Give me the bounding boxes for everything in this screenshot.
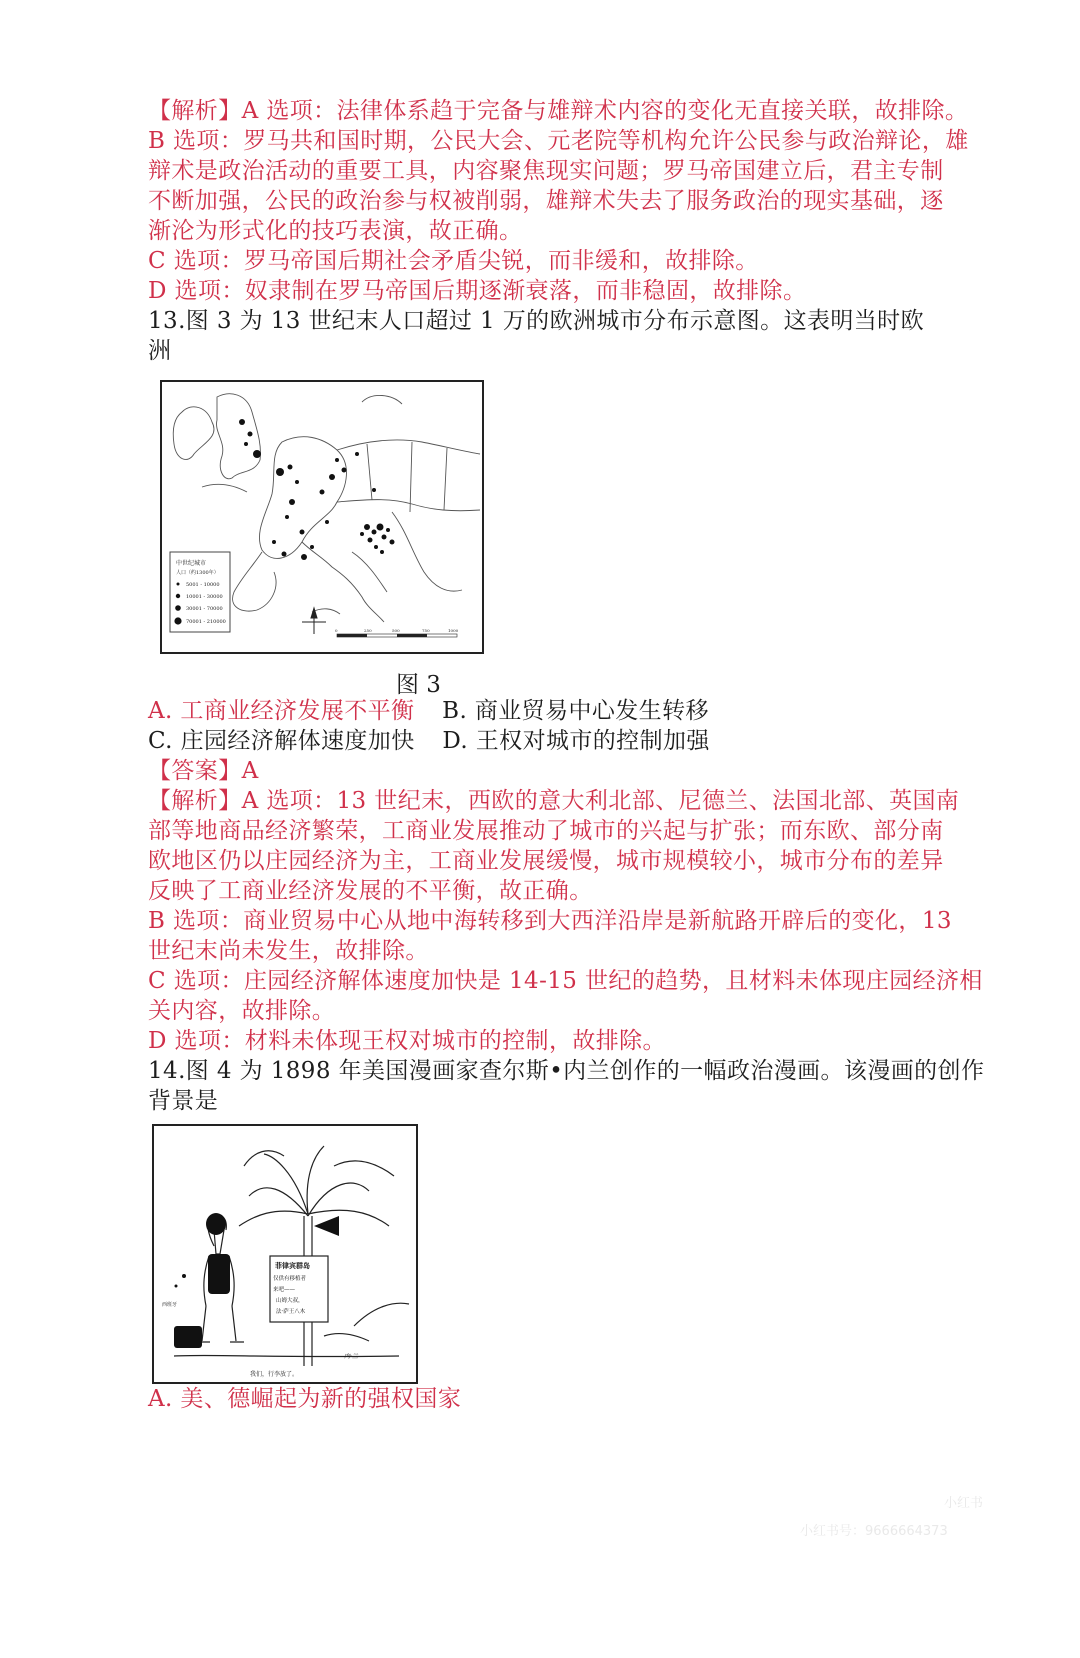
map-drawing: [162, 382, 482, 652]
q13-analysis-line-9: D 选项：材料未体现王权对城市的控制，故排除。: [148, 1028, 666, 1054]
map-legend-row: 10001 - 30000: [186, 594, 223, 600]
q13-option-c: C. 庄园经济解体速度加快: [148, 728, 415, 754]
cartoon-sign-line: 菲律宾群岛: [275, 1261, 310, 1270]
q12-analysis-line-3: 辩术是政治活动的重要工具，内容聚焦现实问题；罗马帝国建立后，君主专制: [148, 158, 944, 184]
q13-analysis-line-4: 反映了工商业经济发展的不平衡，故正确。: [148, 878, 593, 904]
q13-analysis-line-1: 【解析】A 选项：13 世纪末，西欧的意大利北部、尼德兰、法国北部、英国南: [148, 788, 960, 814]
europe-cities-map: [160, 380, 484, 654]
scale-label: 250: [364, 628, 372, 633]
q14-option-a: A. 美、德崛起为新的强权国家: [148, 1386, 462, 1412]
q12-analysis-line-1: 【解析】A 选项：法律体系趋于完备与雄辩术内容的变化无直接关联，故排除。: [148, 98, 969, 124]
q13-analysis-line-3: 欧地区仍以庄园经济为主，工商业发展缓慢，城市规模较小，城市分布的差异: [148, 848, 944, 874]
q13-option-b: B. 商业贸易中心发生转移: [442, 698, 709, 724]
q13-options-row-1: [148, 696, 709, 726]
watermark-logo: 小红书: [944, 1496, 984, 1511]
cartoon-caption: 我们，行李放了。: [250, 1371, 299, 1378]
q13-analysis-line-7: C 选项：庄园经济解体速度加快是 14-15 世纪的趋势，且材料未体现庄园经济相: [148, 968, 983, 994]
q13-answer: 【答案】A: [148, 758, 259, 784]
q14-stem-line-2: 背景是: [148, 1088, 219, 1114]
q13-stem-line-2: 洲: [148, 338, 172, 364]
legend-dot-2: [176, 594, 180, 598]
scale-label: 0: [335, 628, 338, 633]
cartoon-signature: 内·兰: [344, 1353, 358, 1360]
political-cartoon: [152, 1124, 418, 1384]
q12-analysis-line-7: D 选项：奴隶制在罗马帝国后期逐渐衰落，而非稳固，故排除。: [148, 278, 807, 304]
legend-dot-3: [175, 605, 181, 611]
map-legend-row: 70001 - 210000: [186, 619, 226, 625]
q13-stem-line-1: 13.图 3 为 13 世纪末人口超过 1 万的欧洲城市分布示意图。这表明当时欧: [148, 308, 924, 334]
q12-analysis-line-2: B 选项：罗马共和国时期，公民大会、元老院等机构允许公民参与政治辩论，雄: [148, 128, 969, 154]
cartoon-sign-line: 来吧——: [273, 1287, 296, 1293]
watermark-id: 小红书号：9666664373: [800, 1524, 948, 1539]
cartoon-sign-line: 法·萨王八木: [276, 1309, 306, 1315]
scale-label: 1000: [448, 628, 459, 633]
compass-rose-icon: [302, 608, 326, 634]
map-legend-row: 30001 - 70000: [186, 606, 223, 612]
cartoon-drawing: [154, 1126, 416, 1382]
scale-label: 750: [422, 628, 430, 633]
map-legend-row: 5001 - 10000: [186, 582, 220, 588]
q13-analysis-line-6: 世纪末尚未发生，故排除。: [148, 938, 429, 964]
q12-analysis-line-4: 不断加强，公民的政治参与权被削弱，雄辩术失去了服务政治的现实基础，逐: [148, 188, 944, 214]
q13-option-d: D. 王权对城市的控制加强: [442, 728, 710, 754]
q13-analysis-line-2: 部等地商品经济繁荣，工商业发展推动了城市的兴起与扩张；而东欧、部分南: [148, 818, 944, 844]
scale-label: 500: [392, 628, 400, 633]
q14-stem-line-1: 14.图 4 为 1898 年美国漫画家查尔斯•内兰创作的一幅政治漫画。该漫画的创作: [148, 1058, 985, 1084]
cartoon-sign-line: 仅供有移植者: [273, 1276, 307, 1282]
q13-analysis-line-8: 关内容，故排除。: [148, 998, 336, 1024]
map-scale-bar: [335, 628, 459, 637]
q13-analysis-line-5: B 选项：商业贸易中心从地中海转移到大西洋沿岸是新航路开辟后的变化，13: [148, 908, 952, 934]
legend-dot-4: [174, 617, 181, 624]
cartoon-left-label: 西班牙: [162, 1302, 178, 1308]
figure-3-caption: 图 3: [396, 672, 441, 698]
q12-analysis-line-6: C 选项：罗马帝国后期社会矛盾尖锐，而非缓和，故排除。: [148, 248, 759, 274]
q13-options-row-2: [148, 726, 710, 756]
legend-dot-1: [177, 583, 180, 586]
cartoon-sign-line: 山姆大叔，: [276, 1298, 304, 1304]
map-legend-subtitle: 人口（约1300年）: [176, 570, 219, 576]
q13-option-a: A. 工商业经济发展不平衡: [148, 698, 415, 724]
map-legend-title: 中世纪城市: [176, 560, 207, 567]
q12-analysis-line-5: 渐沦为形式化的技巧表演，故正确。: [148, 218, 523, 244]
